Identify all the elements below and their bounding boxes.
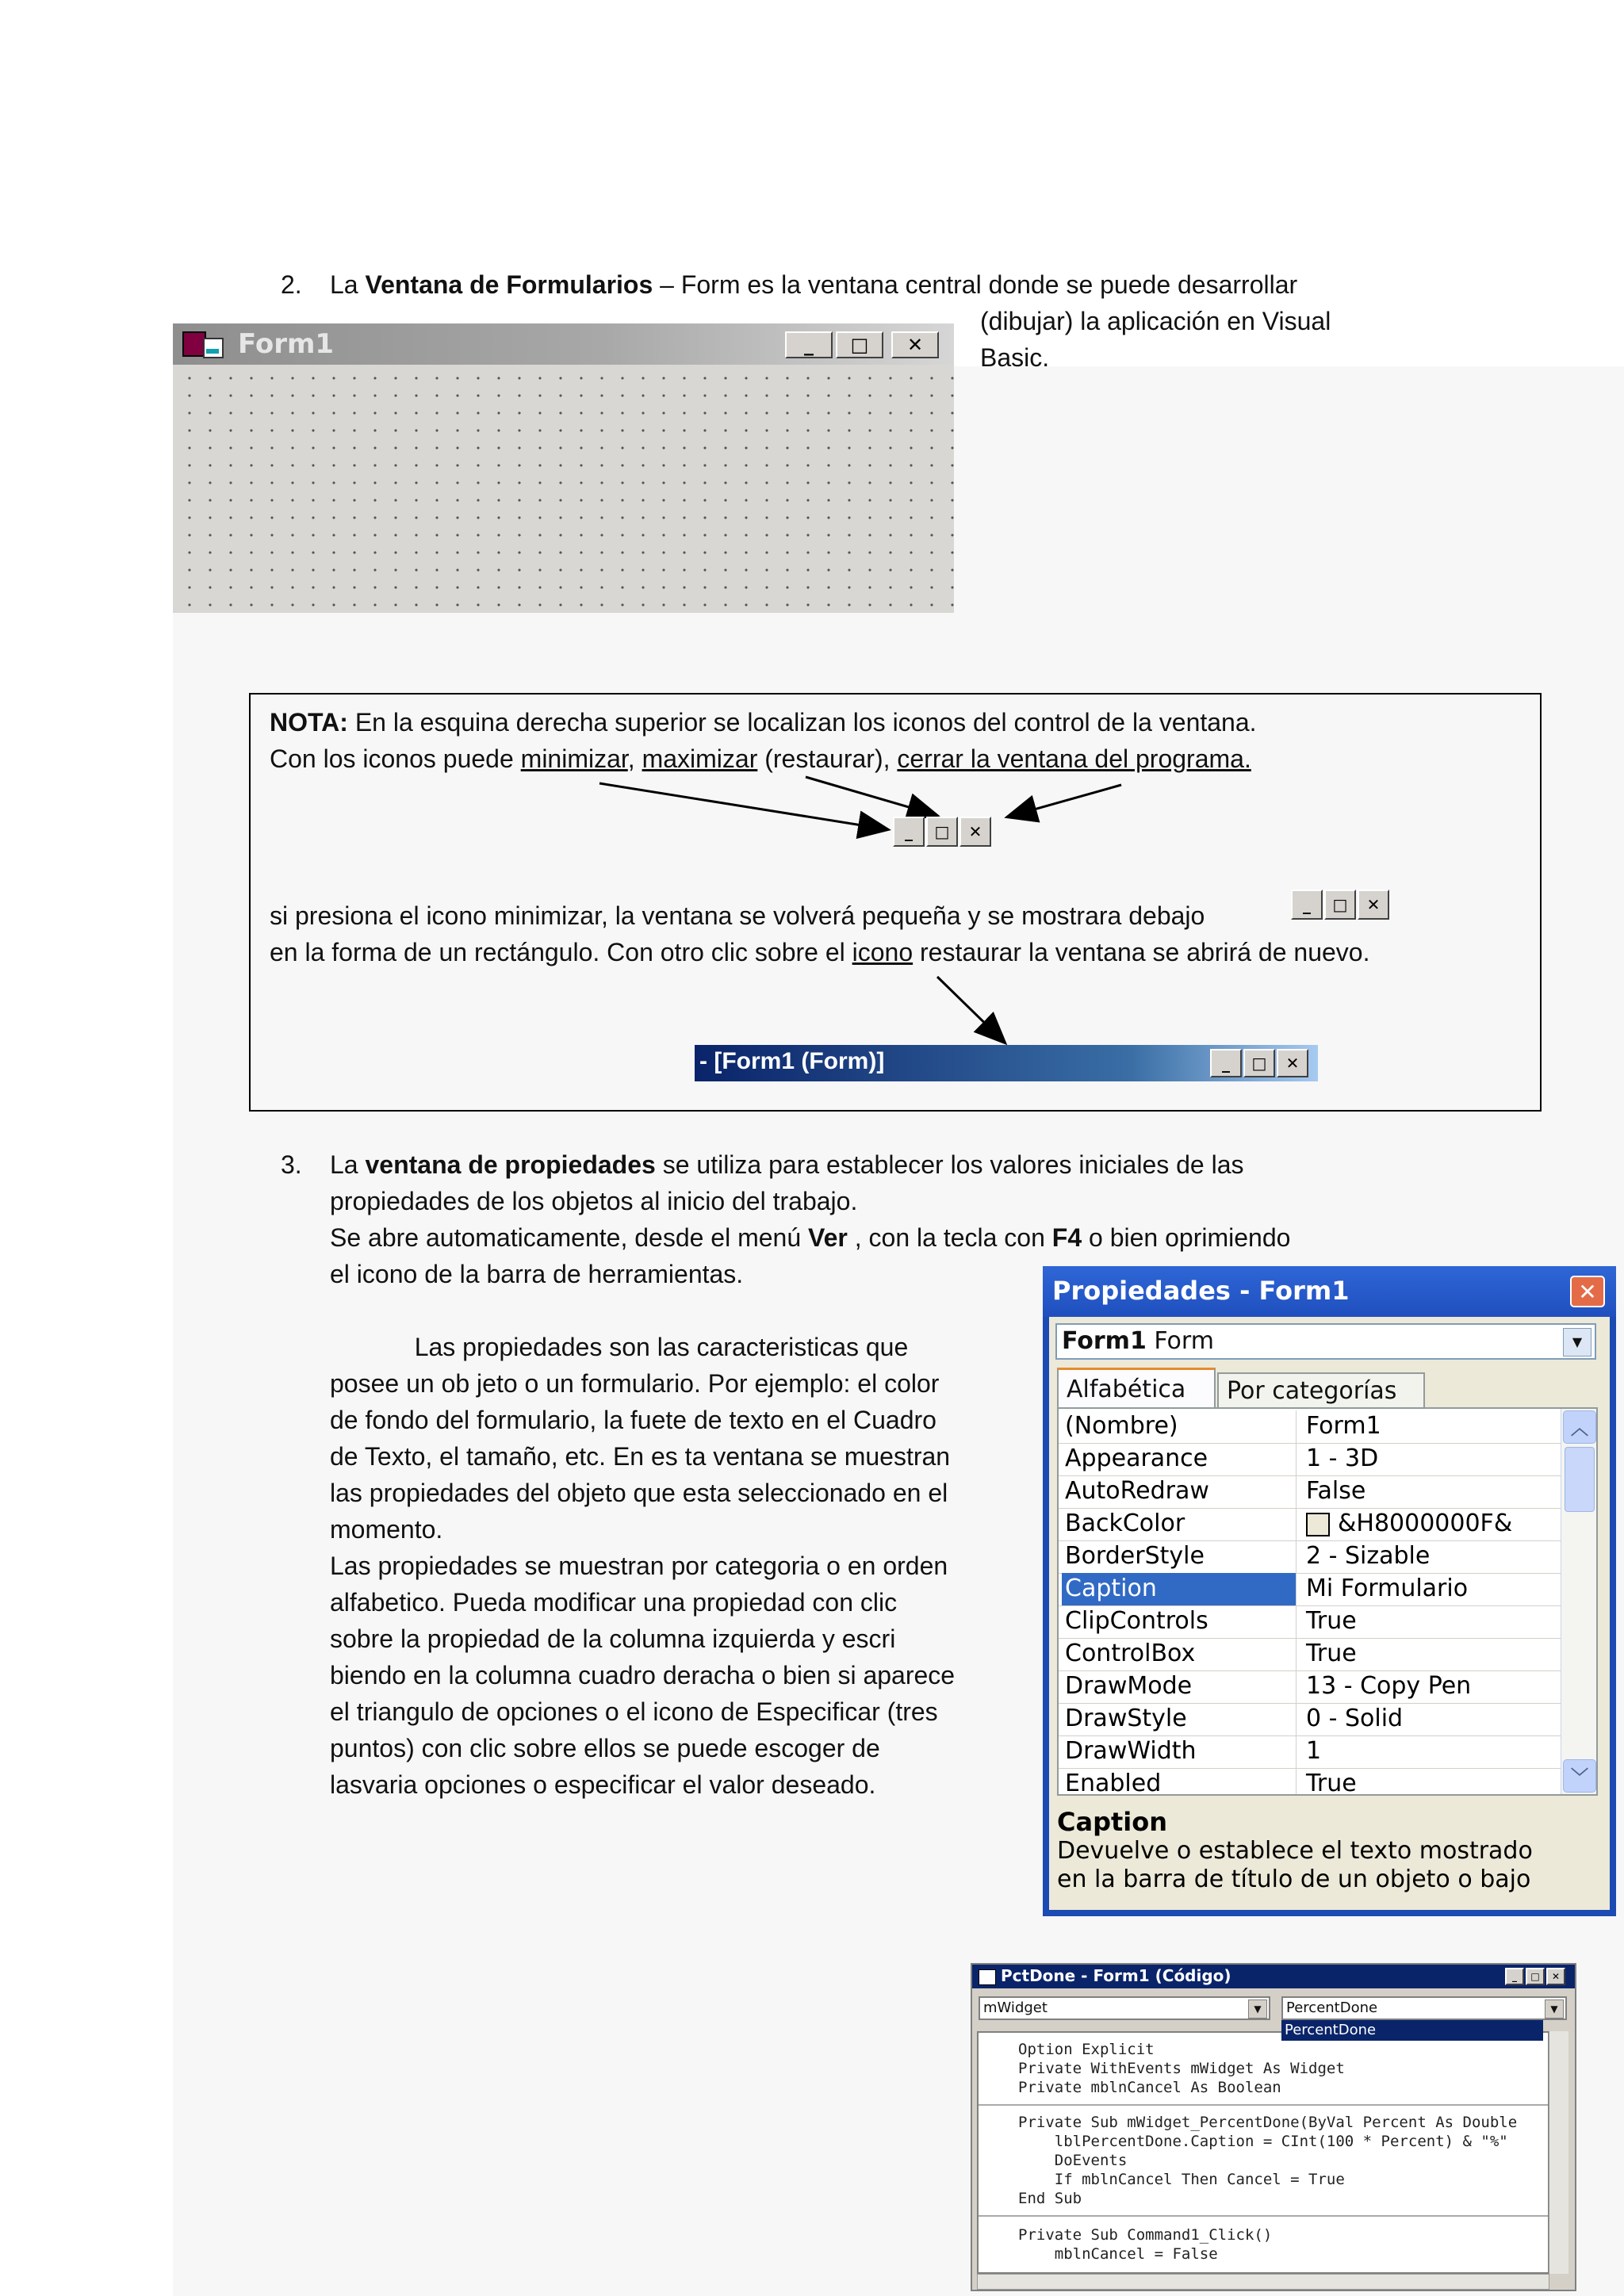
close-icon: ✕ <box>1578 1279 1597 1304</box>
note-line4: en la forma de un rectángulo. Con otro clic sobre el icono restaurar la ventana se abrirá de nuevo. <box>270 938 1370 966</box>
property-row-selected[interactable]: Caption Mi Formulario <box>1059 1573 1561 1606</box>
note-minimizar: minimizar <box>520 744 628 773</box>
scroll-thumb[interactable] <box>1565 1447 1595 1512</box>
control-buttons-example <box>893 817 991 847</box>
minimized-bar-title: - [Form1 (Form)] <box>699 1048 885 1074</box>
close-icon[interactable]: ✕ <box>1277 1049 1308 1077</box>
close-icon: ✕ <box>1358 890 1389 920</box>
property-row[interactable]: DrawStyle 0 - Solid <box>1059 1703 1561 1736</box>
section2-line3: Basic. <box>980 343 1050 372</box>
tab-por-categorias[interactable]: Por categorías <box>1217 1372 1425 1407</box>
form1-title: Form1 <box>238 328 335 360</box>
minimize-icon[interactable]: _ <box>1210 1049 1242 1077</box>
code-titlebar[interactable] <box>972 1965 1575 1988</box>
property-description: Caption Devuelve o establece el texto mostrado en la barra de título de un objeto o bajo <box>1057 1807 1604 1894</box>
arrow-to-close <box>1009 785 1121 817</box>
note-label: NOTA: <box>270 708 348 737</box>
code-vertical-scrollbar[interactable] <box>1549 2031 1568 2274</box>
close-button[interactable] <box>1570 1276 1605 1307</box>
properties-titlebar[interactable] <box>1043 1266 1616 1317</box>
section3-line1: La ventana de propiedades se utiliza para establecer los valores iniciales de las <box>330 1150 1244 1179</box>
properties-window[interactable] <box>1043 1266 1616 1916</box>
note-line2: Con los iconos puede minimizar, maximizar (restaurar), cerrar la ventana del programa. <box>270 744 1251 773</box>
arrow-to-maximize <box>806 777 936 815</box>
maximize-icon[interactable]: □ <box>1526 1968 1545 1985</box>
section3-number: 3. <box>281 1150 302 1179</box>
note-maximizar: maximizar <box>642 744 758 773</box>
chevron-down-icon[interactable]: ▼ <box>1563 1328 1591 1357</box>
section3-title: ventana de propiedades <box>365 1150 656 1179</box>
minimize-icon: _ <box>1291 890 1323 920</box>
note-line3: si presiona el icono minimizar, la ventana se volverá pequeña y se mostrara debajo <box>270 901 1205 930</box>
property-row[interactable]: (Nombre) Form1 <box>1059 1410 1561 1444</box>
section3-line2: propiedades de los objetos al inicio del trabajo. <box>330 1187 858 1215</box>
property-row[interactable]: BackColor &H8000000F& <box>1059 1508 1561 1541</box>
section2-line1: La Ventana de Formularios – Form es la ventana central donde se puede desarrollar <box>330 270 1298 299</box>
property-row[interactable]: Enabled True <box>1059 1768 1561 1796</box>
close-icon: ✕ <box>906 334 924 356</box>
minimize-icon: _ <box>804 334 814 356</box>
section3-paragraph: Las propiedades son las caracteristicas que posee un ob jeto o un formulario. Por ejemplo: el color de fondo del formulario, la fuete de texto en el Cuadro de Texto, el tamaño, etc. En es ta ventana se muestran las propiedades del objeto que esta seleccionado en el momento. Las propiedades se muestran por categoria o en orden alfabetico. Pueda modificar una propiedad con clic sobre la propiedad de la columna izquierda y escri biendo en la columna cuadro deracha o bien si aparece el triangulo de opciones o el icono de Especificar (tres puntos) con clic sobre ellos se puede escoger de lasvaria opciones o especificar el valor deseado. <box>330 1333 956 1799</box>
procedure-dropdown-item[interactable]: PercentDone <box>1281 2020 1543 2041</box>
scroll-down-icon[interactable]: ﹀ <box>1563 1759 1596 1793</box>
close-icon[interactable]: ✕ <box>1546 1968 1565 1985</box>
code-horizontal-scrollbar[interactable] <box>977 2274 1549 2290</box>
property-row[interactable]: Appearance 1 - 3D <box>1059 1443 1561 1476</box>
maximize-icon: □ <box>1324 890 1356 920</box>
section3-line3: Se abre automaticamente, desde el menú Ver , con la tecla con F4 o bien oprimiendo <box>330 1223 1291 1252</box>
property-row[interactable]: ClipControls True <box>1059 1605 1561 1639</box>
note-icono: icono <box>852 938 914 966</box>
procedure-combo[interactable]: PercentDone ▼ <box>1281 1996 1567 2020</box>
section3-line4: el icono de la barra de herramientas. <box>330 1260 744 1288</box>
chevron-down-icon[interactable]: ▼ <box>1248 1999 1267 2019</box>
properties-title: Propiedades - Form1 <box>1052 1276 1350 1306</box>
arrow-to-minimized-bar <box>937 977 1004 1042</box>
properties-body <box>1049 1317 1610 1910</box>
note-cerrar: cerrar la ventana del programa. <box>897 744 1251 773</box>
object-selector[interactable] <box>1055 1323 1596 1360</box>
properties-grid[interactable] <box>1057 1407 1598 1796</box>
arrow-to-minimize <box>599 783 887 829</box>
property-row[interactable]: DrawMode 13 - Copy Pen <box>1059 1670 1561 1704</box>
property-row[interactable]: AutoRedraw False <box>1059 1475 1561 1509</box>
control-buttons-small <box>1291 890 1389 920</box>
maximize-icon: □ <box>926 817 958 847</box>
property-row[interactable]: DrawWidth 1 <box>1059 1735 1561 1769</box>
property-row[interactable]: ControlBox True <box>1059 1638 1561 1671</box>
maximize-icon[interactable]: □ <box>1243 1049 1275 1077</box>
object-name: Form1 <box>1062 1327 1147 1355</box>
code-editor[interactable]: Option Explicit Private WithEvents mWidget As Widget Private mblnCancel As Boolean Private Sub mWidget_PercentDone(ByVal Percent As Double lblPercentDone.Caption = CInt(100 * Percent) & "%" DoEvents If mblnCancel Then Cancel = True End Sub Private Sub Command1_Click() mblnCancel = False <box>977 2031 1549 2274</box>
section2-line2: (dibujar) la aplicación en Visual <box>980 307 1331 335</box>
color-swatch <box>1306 1513 1330 1536</box>
description-title: Caption <box>1057 1807 1168 1837</box>
scroll-up-icon[interactable]: ︿ <box>1563 1410 1596 1444</box>
minimize-icon[interactable]: _ <box>1505 1968 1524 1985</box>
window-icon <box>979 1969 996 1985</box>
chevron-down-icon[interactable]: ▼ <box>1545 1999 1564 2019</box>
close-icon: ✕ <box>959 817 991 847</box>
code-title: PctDone - Form1 (Código) <box>1001 1966 1231 1985</box>
object-type: Form <box>1154 1327 1214 1355</box>
minimize-icon: _ <box>893 817 925 847</box>
section2-number: 2. <box>281 270 302 299</box>
code-window[interactable] <box>971 1963 1576 2291</box>
note-line1: NOTA: En la esquina derecha superior se localizan los iconos del control de la ventana. <box>270 708 1257 737</box>
minimized-window-bar[interactable] <box>695 1045 1318 1081</box>
properties-scrollbar[interactable] <box>1561 1409 1596 1794</box>
object-combo[interactable]: mWidget ▼ <box>979 1996 1270 2020</box>
maximize-icon: □ <box>850 334 869 356</box>
tab-alfabetica[interactable]: Alfabética <box>1057 1368 1216 1407</box>
property-row[interactable]: BorderStyle 2 - Sizable <box>1059 1540 1561 1574</box>
section2-title: Ventana de Formularios <box>365 270 653 299</box>
